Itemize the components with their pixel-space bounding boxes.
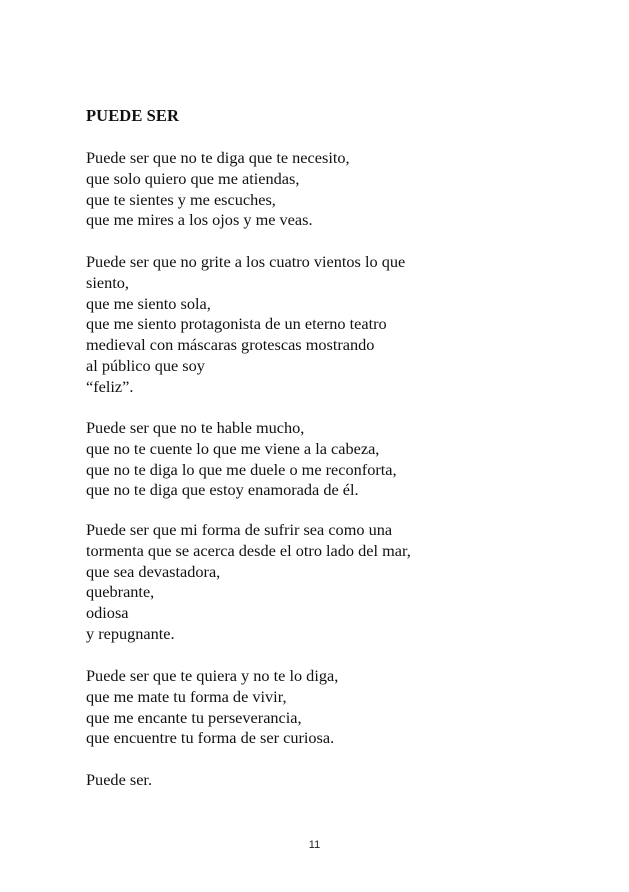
stanza-6 <box>86 770 152 791</box>
poem-title: PUEDE SER <box>86 106 180 125</box>
poem-line: que me siento protagonista de un eterno teatro <box>86 314 387 334</box>
poem-line: Puede ser. <box>86 770 153 789</box>
page-number: 11 <box>308 839 321 851</box>
poem-line: que no te diga lo que me duele o me reconforta, <box>86 459 397 479</box>
poem-line: y repugnante. <box>86 623 175 643</box>
poem-line: quebrante, <box>86 582 155 602</box>
poem-line: odiosa <box>86 603 129 623</box>
poem-line: Puede ser que mi forma de sufrir sea como una <box>86 520 393 539</box>
stanza-5 <box>86 666 338 749</box>
poem-line: medieval con máscaras grotescas mostrando <box>86 335 375 355</box>
poem-line: que me mires a los ojos y me veas. <box>86 210 313 230</box>
poem-line: que sea devastadora, <box>86 561 221 581</box>
poem-line: Puede ser que no te hable mucho, <box>86 418 305 437</box>
poem-line: siento, <box>86 272 129 292</box>
poem-line: Puede ser que no grite a los cuatro vientos lo que <box>86 252 406 271</box>
poem-line: que me mate tu forma de vivir, <box>86 686 287 706</box>
poem-line: tormenta que se acerca desde el otro lado del mar, <box>86 540 411 560</box>
poem-line: Puede ser que te quiera y no te lo diga, <box>86 666 339 685</box>
poem-line: “feliz”. <box>86 376 134 396</box>
stanza-2 <box>86 252 405 398</box>
poem-line: que solo quiero que me atiendas, <box>86 168 300 188</box>
poem-line: que te sientes y me escuches, <box>86 189 276 209</box>
stanza-4 <box>86 520 411 645</box>
poem-line: que me encante tu perseverancia, <box>86 707 302 727</box>
stanza-3 <box>86 418 397 501</box>
poem-line: al público que soy <box>86 355 205 375</box>
poem-line: que no te cuente lo que me viene a la cabeza, <box>86 438 380 458</box>
poem-line: Puede ser que no te diga que te necesito, <box>86 148 350 167</box>
poem-line: que me siento sola, <box>86 293 211 313</box>
poem-line: que no te diga que estoy enamorada de él. <box>86 480 359 500</box>
stanza-1 <box>86 148 350 231</box>
poem-line: que encuentre tu forma de ser curiosa. <box>86 728 335 748</box>
